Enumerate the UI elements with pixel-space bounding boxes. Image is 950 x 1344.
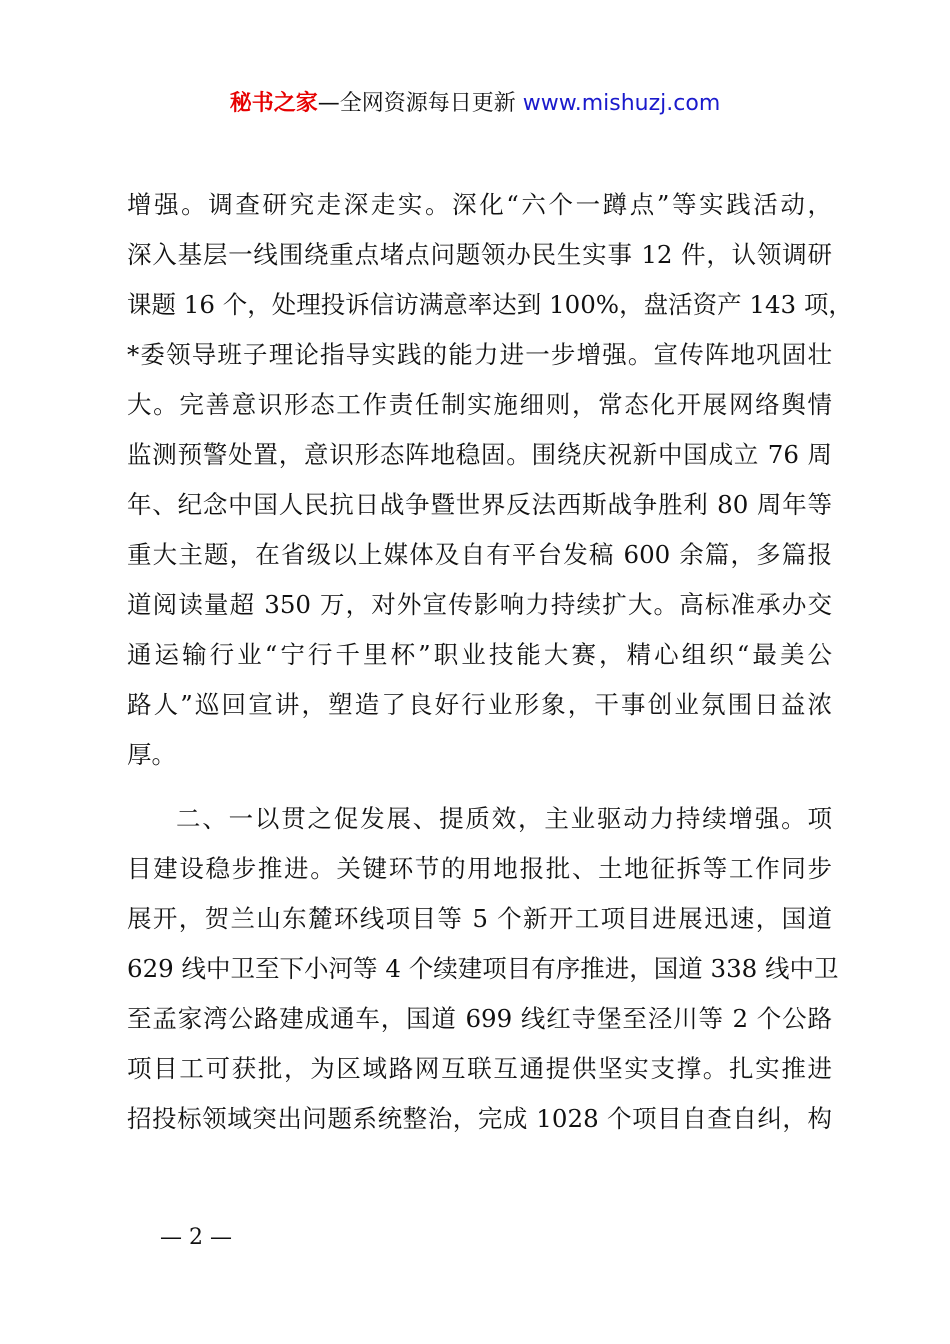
text-line: 项目工可获批，为区域路网互联互通提供坚实支撑。扎实推进 xyxy=(127,1054,832,1083)
text-line: 年、纪念中国人民抗日战争暨世界反法西斯战争胜利 80 周年等 xyxy=(127,490,832,519)
paragraph-spacer xyxy=(127,780,832,794)
paragraph-2 xyxy=(127,794,839,1144)
text-line: 增强。调查研究走深走实。深化“六个一蹲点”等实践活动， xyxy=(127,190,832,219)
site-url-link[interactable]: www.mishuzj.com xyxy=(522,91,721,116)
text-line: 深入基层一线围绕重点堵点问题领办民生实事 12 件，认领调研 xyxy=(127,240,832,269)
text-line: 厚。 xyxy=(127,740,176,769)
text-line: 通运输行业“宁行千里杯”职业技能大赛，精心组织“最美公 xyxy=(127,640,832,669)
text-line: *委领导班子理论指导实践的能力进一步增强。宣传阵地巩固壮 xyxy=(127,340,832,369)
paragraph-1 xyxy=(127,180,853,780)
text-line: 目建设稳步推进。关键环节的用地报批、土地征拆等工作同步 xyxy=(127,854,832,883)
document-body xyxy=(127,180,853,1144)
text-line: 629 线中卫至下小河等 4 个续建项目有序推进，国道 338 线中卫 xyxy=(127,954,839,983)
text-line: 路人”巡回宣讲，塑造了良好行业形象，干事创业氛围日益浓 xyxy=(127,690,832,719)
brand-name: 秘书之家 xyxy=(229,91,318,116)
text-line: 二、一以贯之促发展、提质效，主业驱动力持续增强。项 xyxy=(176,804,832,833)
site-header xyxy=(0,88,950,120)
text-line: 道阅读量超 350 万，对外宣传影响力持续扩大。高标准承办交 xyxy=(127,590,832,619)
text-line: 展开，贺兰山东麓环线项目等 5 个新开工项目进展迅速，国道 xyxy=(127,904,832,933)
text-line: 招投标领域突出问题系统整治，完成 1028 个项目自查自纠，构 xyxy=(127,1104,832,1133)
text-line: 监测预警处置，意识形态阵地稳固。围绕庆祝新中国成立 76 周 xyxy=(127,440,832,469)
text-line: 课题 16 个，处理投诉信访满意率达到 100%，盘活资产 143 项， xyxy=(127,290,853,319)
page-number: — 2 — xyxy=(160,1225,232,1250)
text-line: 至孟家湾公路建成通车，国道 699 线红寺堡至泾川等 2 个公路 xyxy=(127,1004,832,1033)
text-line: 大。完善意识形态工作责任制实施细则，常态化开展网络舆情 xyxy=(127,390,832,419)
header-tagline: —全网资源每日更新 xyxy=(317,91,523,116)
text-line: 重大主题，在省级以上媒体及自有平台发稿 600 余篇，多篇报 xyxy=(127,540,832,569)
